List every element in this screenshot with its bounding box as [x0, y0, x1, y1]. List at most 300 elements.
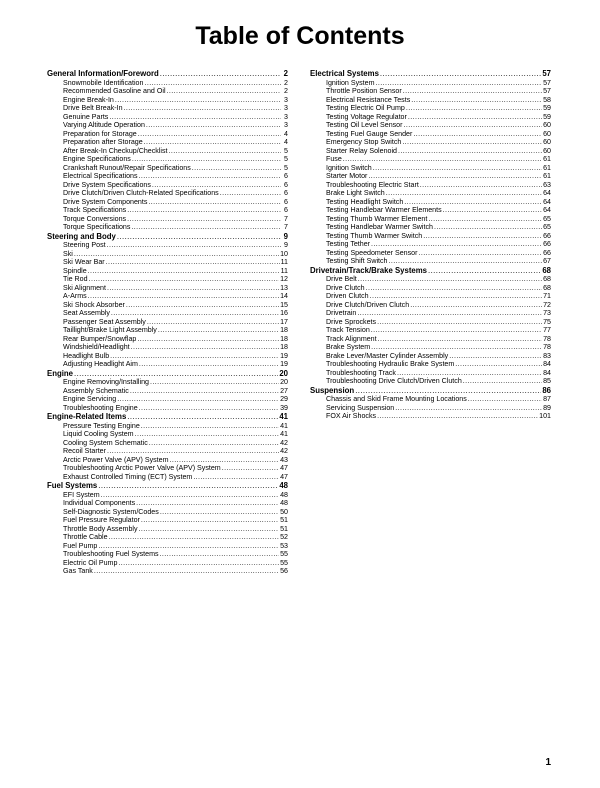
- toc-entry-page: 51: [280, 516, 288, 524]
- toc-entry[interactable]: [47, 447, 288, 456]
- toc-entry[interactable]: [47, 189, 288, 198]
- toc-entry-label: Testing Handlebar Warmer Elements: [326, 206, 442, 214]
- toc-entry-page: 64: [543, 197, 551, 206]
- toc-entry[interactable]: [47, 301, 288, 310]
- toc-entry[interactable]: [310, 326, 551, 335]
- toc-section-heading[interactable]: [47, 413, 288, 422]
- toc-entry[interactable]: [47, 292, 288, 301]
- toc-entry-page: 55: [280, 550, 288, 558]
- dot-leader: [376, 79, 543, 88]
- toc-entry[interactable]: [47, 104, 288, 113]
- dot-leader: [389, 257, 543, 266]
- dot-leader: [88, 292, 279, 301]
- toc-entry-label: Ski: [63, 249, 73, 258]
- toc-entry[interactable]: [47, 387, 288, 396]
- dot-leader: [420, 181, 542, 190]
- toc-entry-page: 42: [280, 438, 288, 447]
- toc-section-heading[interactable]: [47, 233, 288, 242]
- toc-entry-label: Genuine Parts: [63, 112, 109, 121]
- toc-entry-label: Drive Clutch/Driven Clutch: [326, 300, 410, 309]
- toc-entry-page: 6: [284, 172, 288, 180]
- dot-leader: [150, 378, 279, 387]
- toc-entry[interactable]: [310, 113, 551, 122]
- toc-entry[interactable]: [310, 172, 551, 181]
- toc-entry[interactable]: [310, 292, 551, 301]
- toc-section-heading[interactable]: [310, 70, 551, 79]
- toc-entry-page: 63: [543, 180, 551, 189]
- toc-entry[interactable]: [310, 257, 551, 266]
- toc-entry-label: Ski Alignment: [63, 283, 106, 292]
- dot-leader: [463, 377, 542, 386]
- toc-entry-page: 67: [543, 257, 551, 265]
- toc-entry-label: Starter Motor: [326, 172, 368, 180]
- toc-entry[interactable]: [47, 223, 288, 232]
- toc-entry[interactable]: [47, 352, 288, 361]
- toc-entry[interactable]: [310, 87, 551, 96]
- toc-entry-page: 9: [284, 241, 288, 249]
- toc-column-left: [47, 70, 288, 577]
- toc-entry-page: 60: [543, 146, 551, 155]
- dot-leader: [141, 516, 279, 525]
- toc-entry-label: Drive Clutch/Driven Clutch-Related Specifications: [63, 189, 219, 197]
- toc-entry[interactable]: [47, 516, 288, 525]
- toc-entry-label: Starter Relay Solenoid: [326, 146, 397, 155]
- toc-entry[interactable]: [310, 335, 551, 344]
- toc-section-heading-label: Steering and Body: [47, 231, 116, 241]
- toc-entry-label: Testing Handlebar Warmer Switch: [326, 223, 433, 231]
- toc-entry-page: 60: [543, 129, 551, 138]
- toc-entry-label: Troubleshooting Arctic Power Valve (APV) System: [63, 464, 221, 472]
- dot-leader: [411, 96, 542, 105]
- toc-entry[interactable]: [47, 121, 288, 130]
- toc-column-right: [310, 70, 551, 422]
- toc-entry[interactable]: [47, 309, 288, 318]
- toc-entry-label: Testing Shift Switch: [326, 257, 388, 265]
- dot-leader: [220, 189, 281, 198]
- toc-entry[interactable]: [310, 232, 551, 241]
- toc-entry-label: Arctic Power Valve (APV) System: [63, 455, 169, 464]
- toc-entry-label: Liquid Cooling System: [63, 430, 134, 438]
- dot-leader: [152, 181, 281, 190]
- toc-entry[interactable]: [310, 412, 551, 421]
- dot-leader: [124, 104, 281, 113]
- toc-entry[interactable]: [310, 360, 551, 369]
- toc-entry-label: Track Tension: [326, 326, 370, 334]
- toc-entry-label: Troubleshooting Drive Clutch/Driven Clutch: [326, 377, 462, 385]
- toc-section-heading[interactable]: [310, 267, 551, 276]
- toc-entry-page: 12: [280, 275, 288, 283]
- toc-entry-page: 47: [280, 464, 288, 472]
- dot-leader: [468, 395, 542, 404]
- toc-entry[interactable]: [47, 559, 288, 568]
- toc-entry-label: Seat Assembly: [63, 309, 110, 317]
- dot-leader: [98, 542, 279, 551]
- toc-section-heading-label: Drivetrain/Track/Brake Systems: [310, 265, 428, 275]
- toc-entry-label: EFI System: [63, 490, 100, 499]
- toc-entry-label: Torque Specifications: [63, 223, 131, 231]
- toc-section: [310, 267, 551, 386]
- dot-leader: [423, 232, 542, 241]
- toc-entry[interactable]: [310, 121, 551, 130]
- toc-entry[interactable]: [47, 378, 288, 387]
- dot-leader: [111, 309, 279, 318]
- dot-leader: [118, 559, 279, 568]
- toc-entry-label: FOX Air Shocks: [326, 412, 377, 420]
- toc-entry-page: 85: [543, 377, 551, 385]
- toc-entry-page: 89: [543, 403, 551, 412]
- toc-entry-page: 66: [543, 240, 551, 248]
- toc-entry-label: Servicing Suspension: [326, 403, 395, 412]
- toc-entry-page: 84: [543, 368, 551, 377]
- dot-leader: [89, 275, 280, 284]
- dot-leader: [148, 198, 281, 207]
- dot-leader: [131, 343, 279, 352]
- toc-section: [310, 387, 551, 421]
- toc-entry-page: 18: [280, 326, 288, 334]
- toc-entry[interactable]: [310, 96, 551, 105]
- toc-entry[interactable]: [310, 164, 551, 173]
- toc-entry-label: Rear Bumper/Snowflap: [63, 334, 137, 343]
- toc-section-heading-label: Suspension: [310, 385, 355, 395]
- toc-entry-page: 5: [284, 155, 288, 163]
- dot-leader: [126, 301, 279, 310]
- toc-entry-page: 59: [543, 104, 551, 112]
- toc-entry[interactable]: [310, 377, 551, 386]
- toc-entry-label: Drive System Components: [63, 197, 148, 206]
- toc-entry[interactable]: [47, 198, 288, 207]
- toc-entry-label: Torque Conversions: [63, 214, 127, 223]
- toc-entry-label: Adjusting Headlight Aim: [63, 360, 138, 368]
- dot-leader: [144, 79, 281, 88]
- toc-entry-page: 58: [543, 95, 551, 104]
- toc-entry-label: Troubleshooting Track: [326, 368, 396, 377]
- toc-entry-page: 6: [284, 197, 288, 206]
- toc-entry[interactable]: [47, 335, 288, 344]
- toc-entry[interactable]: [47, 164, 288, 173]
- toc-entry-page: 6: [284, 189, 288, 197]
- toc-entry-label: Engine Servicing: [63, 395, 117, 403]
- toc-entry-label: Troubleshooting Hydraulic Brake System: [326, 360, 455, 368]
- toc-entry[interactable]: [47, 250, 288, 259]
- toc-entry-page: 59: [543, 112, 551, 121]
- dot-leader: [397, 369, 542, 378]
- page-number: 1: [545, 757, 551, 768]
- dot-leader: [136, 499, 279, 508]
- toc-entry-page: 57: [543, 78, 551, 87]
- toc-section-heading[interactable]: [310, 387, 551, 396]
- dot-leader: [141, 422, 279, 431]
- toc-entry[interactable]: [310, 352, 551, 361]
- toc-entry[interactable]: [47, 267, 288, 276]
- toc-section: [47, 413, 288, 481]
- toc-entry[interactable]: [47, 395, 288, 404]
- toc-entry[interactable]: [310, 155, 551, 164]
- toc-entry-label: Testing Headlight Switch: [326, 197, 404, 206]
- toc-entry-page: 68: [543, 275, 551, 283]
- toc-entry-label: Snowmobile Identification: [63, 78, 144, 87]
- toc-entry-label: Track Specifications: [63, 206, 127, 214]
- dot-leader: [168, 147, 281, 156]
- toc-section-heading[interactable]: [47, 370, 288, 379]
- toc-entry-page: 41: [280, 430, 288, 438]
- dot-leader: [370, 292, 543, 301]
- toc-entry[interactable]: [47, 96, 288, 105]
- toc-entry-page: 48: [280, 490, 288, 499]
- toc-entry-label: Recommended Gasoline and Oil: [63, 87, 166, 95]
- toc-section-heading[interactable]: [47, 482, 288, 491]
- toc-entry[interactable]: [47, 206, 288, 215]
- toc-entry-page: 65: [543, 223, 551, 231]
- toc-entry[interactable]: [47, 567, 288, 576]
- toc-entry[interactable]: [47, 533, 288, 542]
- toc-entry-page: 13: [280, 283, 288, 292]
- dot-leader: [434, 223, 542, 232]
- toc-entry[interactable]: [310, 189, 551, 198]
- toc-entry[interactable]: [310, 404, 551, 413]
- toc-section: [47, 70, 288, 232]
- toc-entry[interactable]: [47, 275, 288, 284]
- toc-entry-label: Testing Thumb Warmer Element: [326, 214, 428, 223]
- toc-entry[interactable]: [47, 138, 288, 147]
- toc-entry[interactable]: [47, 172, 288, 181]
- dot-leader: [131, 223, 281, 232]
- toc-section: [310, 70, 551, 266]
- dot-leader: [88, 267, 280, 276]
- toc-entry[interactable]: [310, 223, 551, 232]
- toc-entry-page: 47: [280, 472, 288, 481]
- toc-entry[interactable]: [47, 360, 288, 369]
- toc-entry-page: 5: [284, 146, 288, 155]
- dot-leader: [378, 335, 543, 344]
- toc-entry[interactable]: [47, 318, 288, 327]
- toc-entry[interactable]: [310, 181, 551, 190]
- toc-entry[interactable]: [47, 284, 288, 293]
- toc-entry-label: Throttle Position Sensor: [326, 87, 402, 95]
- toc-entry[interactable]: [310, 395, 551, 404]
- toc-entry-page: 6: [284, 180, 288, 189]
- dot-leader: [455, 360, 542, 369]
- toc-entry-page: 55: [280, 558, 288, 567]
- toc-entry[interactable]: [47, 499, 288, 508]
- dot-leader: [192, 164, 281, 173]
- toc-entry-page: 60: [543, 121, 551, 129]
- toc-entry-page: 61: [543, 155, 551, 163]
- toc-entry-page: 6: [284, 206, 288, 214]
- toc-section-heading[interactable]: [47, 70, 288, 79]
- toc-entry-label: Spindle: [63, 266, 87, 275]
- toc-entry[interactable]: [47, 326, 288, 335]
- toc-entry[interactable]: [47, 155, 288, 164]
- dot-leader: [386, 189, 542, 198]
- toc-entry-label: Testing Thumb Warmer Switch: [326, 231, 423, 240]
- toc-entry-label: Ignition System: [326, 78, 375, 87]
- toc-entry-page: 78: [543, 334, 551, 343]
- toc-entry-page: 3: [284, 112, 288, 121]
- toc-entry[interactable]: [47, 147, 288, 156]
- toc-entry-label: Fuel Pressure Regulator: [63, 516, 140, 524]
- toc-entry[interactable]: [47, 258, 288, 267]
- toc-entry-page: 73: [543, 309, 551, 317]
- toc-entry-label: Drive Belt Break-In: [63, 104, 123, 112]
- dot-leader: [402, 138, 542, 147]
- toc-entry[interactable]: [310, 104, 551, 113]
- toc-entry[interactable]: [47, 464, 288, 473]
- toc-entry-label: Varying Altitude Operation: [63, 121, 145, 129]
- dot-leader: [371, 343, 542, 352]
- dot-leader: [139, 360, 279, 369]
- toc-entry[interactable]: [47, 215, 288, 224]
- dot-leader: [404, 121, 543, 130]
- toc-entry-page: 56: [280, 567, 288, 575]
- dot-leader: [368, 172, 542, 181]
- toc-entry-label: Taillight/Brake Light Assembly: [63, 326, 157, 334]
- toc-entry-page: 42: [280, 447, 288, 455]
- toc-entry[interactable]: [47, 241, 288, 250]
- toc-entry[interactable]: [310, 369, 551, 378]
- toc-section-heading-label: General Information/Foreword: [47, 69, 159, 78]
- toc-entry[interactable]: [47, 130, 288, 139]
- toc-entry[interactable]: [47, 550, 288, 559]
- toc-entry-page: 11: [280, 266, 288, 275]
- toc-entry-page: 77: [543, 326, 551, 334]
- dot-leader: [398, 147, 542, 156]
- toc-entry[interactable]: [310, 130, 551, 139]
- toc-entry-label: Chassis and Skid Frame Mounting Locations: [326, 395, 467, 403]
- toc-entry[interactable]: [310, 138, 551, 147]
- toc-entry-page: 84: [543, 360, 551, 368]
- toc-entry-page: 27: [280, 386, 288, 395]
- toc-entry[interactable]: [310, 198, 551, 207]
- toc-entry-page: 75: [543, 317, 551, 326]
- toc-entry-page: 17: [280, 317, 288, 326]
- dot-leader: [137, 335, 279, 344]
- toc-entry-page: 18: [280, 343, 288, 351]
- toc-entry[interactable]: [310, 206, 551, 215]
- dot-leader: [413, 130, 542, 139]
- toc-entry[interactable]: [47, 473, 288, 482]
- toc-section: [47, 370, 288, 413]
- dot-leader: [139, 404, 279, 413]
- toc-entry-page: 3: [284, 121, 288, 129]
- dot-leader: [139, 525, 280, 534]
- toc-entry-page: 7: [284, 223, 288, 231]
- toc-entry-label: Testing Fuel Gauge Sender: [326, 129, 413, 138]
- toc-entry[interactable]: [310, 309, 551, 318]
- toc-entry-label: Gas Tank: [63, 567, 93, 575]
- toc-entry-label: Self-Diagnostic System/Codes: [63, 507, 159, 516]
- toc-entry-page: 4: [284, 138, 288, 146]
- toc-entry[interactable]: [310, 301, 551, 310]
- toc-entry-page: 64: [543, 206, 551, 214]
- toc-entry-label: Fuel Pump: [63, 541, 98, 550]
- toc-entry-label: Electric Oil Pump: [63, 558, 118, 567]
- toc-entry-page: 66: [543, 231, 551, 240]
- toc-entry[interactable]: [310, 79, 551, 88]
- toc-entry-label: Troubleshooting Fuel Systems: [63, 550, 159, 558]
- toc-entry-label: Ignition Switch: [326, 163, 372, 172]
- toc-entry[interactable]: [310, 343, 551, 352]
- toc-entry-label: Assembly Schematic: [63, 386, 129, 395]
- toc-entry-label: Drive Clutch: [326, 283, 365, 292]
- toc-entry[interactable]: [310, 249, 551, 258]
- toc-entry-label: Testing Oil Level Sensor: [326, 121, 403, 129]
- toc-entry[interactable]: [47, 87, 288, 96]
- dot-leader: [170, 456, 280, 465]
- toc-entry-label: Tie Rod: [63, 275, 88, 283]
- toc-entry[interactable]: [310, 284, 551, 293]
- toc-section-heading-page: 2: [283, 69, 288, 78]
- toc-entry-label: Electrical Specifications: [63, 172, 138, 180]
- toc-entry-page: 64: [543, 189, 551, 197]
- dot-leader: [135, 430, 280, 439]
- toc-entry[interactable]: [47, 181, 288, 190]
- toc-entry-page: 50: [280, 507, 288, 516]
- toc-section-heading-page: 48: [279, 481, 288, 490]
- toc-entry-page: 71: [543, 292, 551, 300]
- toc-entry-label: A-Arms: [63, 292, 87, 300]
- dot-leader: [449, 352, 542, 361]
- dot-leader: [132, 155, 281, 164]
- toc-entry[interactable]: [47, 456, 288, 465]
- toc-entry-page: 51: [280, 524, 288, 533]
- toc-section-heading-page: 20: [279, 368, 288, 378]
- dot-leader: [146, 121, 281, 130]
- toc-entry[interactable]: [47, 79, 288, 88]
- toc-entry-label: Cooling System Schematic: [63, 438, 148, 447]
- toc-entry[interactable]: [47, 422, 288, 431]
- toc-entry[interactable]: [310, 215, 551, 224]
- dot-leader: [98, 482, 278, 491]
- dot-leader: [117, 395, 279, 404]
- toc-entry-page: 61: [543, 172, 551, 180]
- toc-entry[interactable]: [310, 275, 551, 284]
- toc-entry-label: Recoil Starter: [63, 447, 106, 455]
- toc-entry-page: 83: [543, 351, 551, 360]
- toc-entry-label: Ski Wear Bar: [63, 258, 105, 266]
- toc-entry[interactable]: [47, 113, 288, 122]
- toc-section-heading-page: 86: [542, 385, 551, 395]
- toc-entry[interactable]: [47, 542, 288, 551]
- toc-entry[interactable]: [310, 318, 551, 327]
- dot-leader: [110, 352, 279, 361]
- dot-leader: [149, 439, 279, 448]
- toc-entry-page: 39: [280, 403, 288, 412]
- toc-entry-page: 18: [280, 334, 288, 343]
- toc-entry-label: Pressure Testing Engine: [63, 421, 140, 430]
- dot-leader: [117, 233, 281, 242]
- toc-entry-label: Engine Break-In: [63, 95, 114, 104]
- toc-entry[interactable]: [47, 430, 288, 439]
- toc-entry-label: Drive System Specifications: [63, 180, 151, 189]
- toc-entry[interactable]: [310, 240, 551, 249]
- toc-entry-label: Track Alignment: [326, 334, 377, 343]
- dot-leader: [101, 491, 279, 500]
- toc-entry-page: 48: [280, 499, 288, 507]
- toc-entry-label: Testing Voltage Regulator: [326, 112, 407, 121]
- toc-entry[interactable]: [47, 525, 288, 534]
- toc-entry[interactable]: [47, 404, 288, 413]
- toc-entry[interactable]: [47, 508, 288, 517]
- toc-entry-label: Troubleshooting Engine: [63, 403, 138, 412]
- toc-entry-page: 61: [543, 163, 551, 172]
- toc-entry[interactable]: [47, 491, 288, 500]
- toc-entry[interactable]: [47, 343, 288, 352]
- toc-entry-page: 5: [284, 163, 288, 172]
- toc-entry[interactable]: [310, 147, 551, 156]
- dot-leader: [115, 96, 281, 105]
- toc-entry[interactable]: [47, 439, 288, 448]
- toc-entry-page: 11: [280, 258, 288, 266]
